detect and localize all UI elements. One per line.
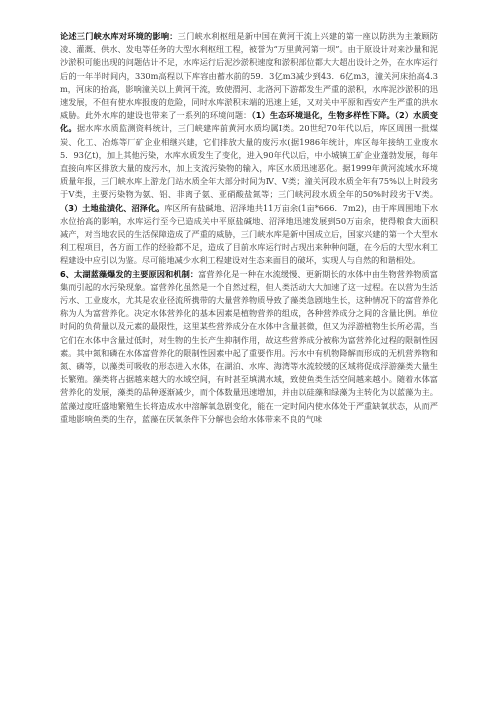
paragraph-text: 三门峡水利枢纽是新中国在黄河干流上兴建的第一座以防洪为主兼顾防凌、灌溉、供水、发电等任务的大型水利枢纽工程，被誉为“万里黄河第一坝”。由于原设计对来沙量和泥沙淤积可能出现的问题估计不足，水库运行后泥沙淤积速度和淤积部位都大大超出设计之外，在水库运行后的一年半时间内，330m高程以下库容由蓄水前的59．3亿m3减少到43．6亿m3，潼关河床抬高4.3m，河床的抬高，影响潼关以上黄河干流，致使渭河、北洛河下游都发生严重的淤积，水库泥沙淤积的迅速发展，不但有使水库报废的危险，同时水库淤积末端的迅速上延，又对关中平原和西安产生严重的洪水威胁。此外水库的建设也带来了一系列的环境问题： [60, 31, 438, 121]
section-heading: 6、太湖蓝藻爆发的主要原因和机制： [60, 268, 199, 279]
section-heading: 论述三门峡水库对环境的影响： [60, 31, 178, 41]
highlight-text: （3）土地盐渍化、沼泽化。 [60, 202, 165, 213]
paragraph-text: 据水库水质监测资料统计，三门峡建库前黄河水质均属Ⅰ类。20世纪70年代以后，库区周围一批煤炭、化工、冶炼等厂矿企业相继兴建，它们排放大量的废污水(据1986年统计，库区每年接纳工业废水5．93亿t)，加上其他污染，水库水质发生了变化，进入90年代以后，中小城镇工矿企业蓬勃发展，每年直接向库区排放大量的废污水，加上支流污染物的输入，库区水质迅速恶化。据1999年黄河流域水环境质量年报，三门峡水库上游龙门站水质全年大部分时间为Ⅳ、Ⅴ类；潼关河段水质全年有75%以上时段劣于Ⅴ类，主要污染物为氨、铝、非离子氨、亚硝酸盐氮等；三门峡河段水质全年的50%时段劣于Ⅴ类。 [60, 123, 438, 200]
section-sanmenxia [60, 30, 438, 268]
paragraph-text: 库区所有盐碱地、沼泽地共11万亩余(1亩*666．7m2)，由于库周围地下水水位抬高的影响，水库运行至今已造成关中平原盐碱地、沼泽地迅速发展到50万亩余，使得粮食大面积减产，对当地农民的生活保障造成了严重的威胁，三门峡水库是新中国成立后，国家兴建的第一个大型水利工程项目，各方面工作的经验都不足，造成了目前水库运行时占现出来种种问题，在今后的大型水利工程建设中应引以为鉴。尽可能地减少水利工程建设对生态来面目的破坏，实现人与自然的和谐相处。 [60, 202, 439, 266]
highlight-text: （1）生态环境退化，生物多样性下降。（2）水质变化。 [60, 110, 438, 134]
paragraph-taihu [60, 268, 438, 426]
paragraph-text: 富营养化是一种在水流缓慢、更新期长的水体中由生物营养物质富集而引起的水污染现象。富营养化虽然是一个自然过程，但人类活动大大加速了这一过程。在以营为生活污水、工业废水，尤其是农业径流所携带的大量营养物质导致了藻类急剧地生长，这种情况下的富营养化称为人为富营养化。决定水体营养化的基本因素是植物营养的组成，各种营养成分之间的含量比例。单位时间的负荷量以及元素的最限性，这里某些营养成分在水体中含量甚微，但又为浮游植物生长所必需，当它们在水体中含量过低时，对生物的生长产生抑制作用，故这些营养成分被称为富营养化过程的限制性因素。其中氮和磷在水体富营养化的限制性因素中起了重要作用。污水中有机物降解而形成的无机营养物和氮、磷等，以藻类可吸收的形态进入水体，在湖泊、水库、海湾等水流较缓的区域将促成浮游藻类大量生长繁殖。藻类将占据越来越大的水域空间，有时甚至填满水域，致使鱼类生活空间越来越小。随着水体富营养化的发展，藻类的品种逐渐减少，而个体数量迅速增加，并由以硅藻和绿藻为主转化为以蓝藻为主。蓝藻过度旺盛地繁殖生长将造成水中溶解氧急剧变化，能在一定时间内使水体处于严重缺氧状态，从而严重地影响鱼类的生存，蓝藻在厌氧条件下分解也会给水体带来不良的气味 [60, 268, 438, 424]
paragraph-sanmenxia [60, 30, 438, 268]
section-taihu [60, 268, 438, 426]
